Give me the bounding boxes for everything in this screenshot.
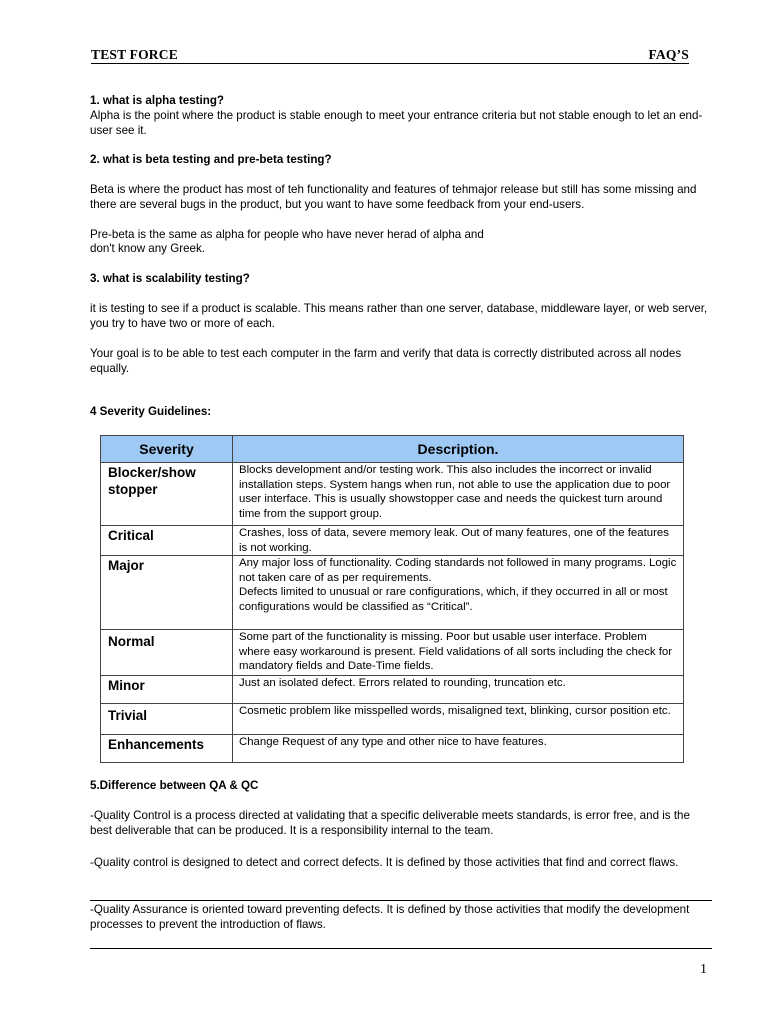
table-row [101,735,684,763]
table-row [101,556,684,630]
footer-divider [90,948,712,949]
severity-name: Critical [101,526,233,556]
severity-name: Trivial [101,704,233,735]
question-3-answer-2: Your goal is to be able to test each computer in the farm and verify that data is correctly distributed across all nodes equally. [90,347,682,375]
severity-column-header: Severity [101,436,233,463]
severity-table [100,435,684,763]
question-5-answer-3: -Quality Assurance is oriented toward preventing defects. It is defined by those activities that modify the development processes to prevent the introduction of flaws. [90,903,690,931]
severity-name: Enhancements [101,735,233,763]
header-title-left: TEST FORCE [91,47,178,62]
severity-table-header-row [101,436,684,463]
severity-name: Normal [101,630,233,676]
question-5-title: 5.Difference between QA & QC [90,779,259,792]
severity-description: Blocks development and/or testing work. This also includes the incorrect or invalid installation steps. System hangs when run, not able to use the application due to poor user interface. This is usually showstopper case and needs the quickest turn around time from the support group. [233,463,684,526]
severity-description-part: Any major loss of functionality. Coding standards not followed in many programs. Logic not taken care of as per requirements. [239,557,677,584]
question-2-title: 2. what is beta testing and pre-beta testing? [90,153,332,166]
table-row [101,526,684,556]
table-row [101,463,684,526]
question-3-answer-1: it is testing to see if a product is scalable. This means rather than one server, database, middleware layer, or web server, you try to have two or more of each. [90,302,708,330]
section-divider [90,900,712,901]
severity-name: Major [101,556,233,630]
severity-description-part: Defects limited to unusual or rare configurations, which, if they occurred in all or most configurations would be classified as “Critical”. [239,586,668,613]
page-header [91,47,689,64]
severity-description: Change Request of any type and other nice to have features. [233,735,684,763]
header-title-right: FAQ’S [648,47,689,62]
table-row [101,704,684,735]
severity-description: Just an isolated defect. Errors related to rounding, truncation etc. [233,676,684,704]
question-2-answer-prebeta-line2: don't know any Greek. [90,242,205,255]
question-2-answer-beta: Beta is where the product has most of teh functionality and features of tehmajor release but still has some missing and there are several bugs in the product, but you want to have some feedback from your end-users. [90,183,697,211]
severity-name: Minor [101,676,233,704]
question-4-title: 4 Severity Guidelines: [90,405,212,418]
severity-description [233,556,684,630]
question-2-answer-prebeta-line1: Pre-beta is the same as alpha for people who have never herad of alpha and [90,228,484,241]
question-5-answer-1: -Quality Control is a process directed at validating that a specific deliverable meets standards, is error free, and is the best deliverable that can be produced. It is a responsibility internal to the team. [90,809,690,837]
page-number: 1 [700,962,707,977]
severity-description: Crashes, loss of data, severe memory leak. Out of many features, one of the features is not working. [233,526,684,556]
question-5-answer-2: -Quality control is designed to detect and correct defects. It is defined by those activities that find and correct flaws. [90,856,679,869]
question-1-answer: Alpha is the point where the product is stable enough to meet your entrance criteria but not stable enough to let an end-user see it. [90,109,703,137]
table-row [101,676,684,704]
question-1-title: 1. what is alpha testing? [90,94,224,107]
question-3-title: 3. what is scalability testing? [90,272,250,285]
table-row [101,630,684,676]
severity-description: Some part of the functionality is missing. Poor but usable user interface. Problem where easy workaround is present. Field validations of all sorts including the check for mandatory fields and Date-Time fields. [233,630,684,676]
severity-name: Blocker/show stopper [101,463,233,526]
description-column-header: Description. [233,436,684,463]
severity-description: Cosmetic problem like misspelled words, misaligned text, blinking, cursor position etc. [233,704,684,735]
